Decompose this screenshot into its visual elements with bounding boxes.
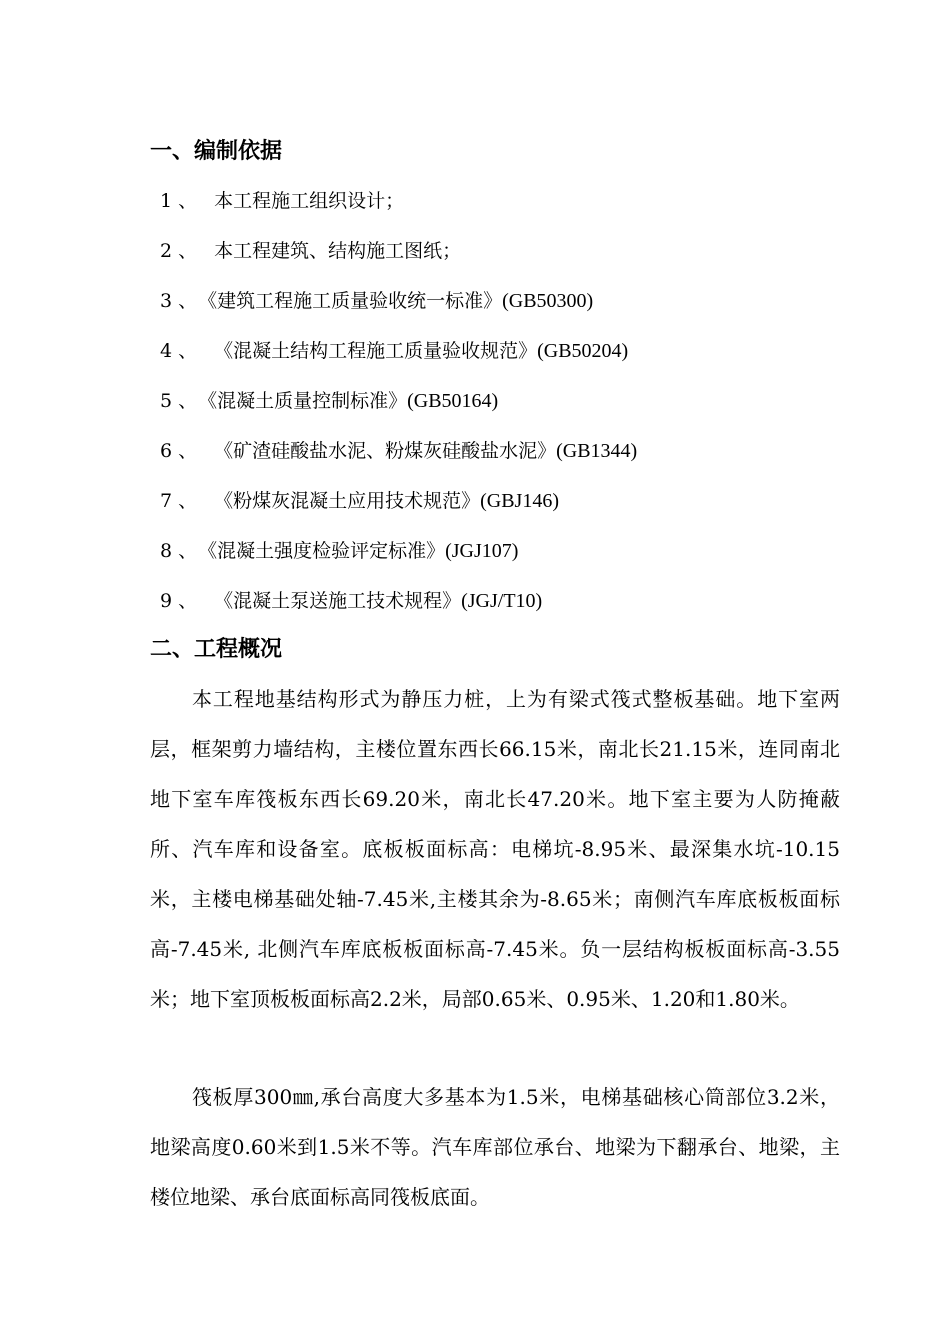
item-separator: 、 (178, 390, 198, 412)
item-code: (JGJ107) (445, 540, 519, 562)
item-text: 《矿渣硅酸盐水泥、粉煤灰硅酸盐水泥》 (214, 440, 557, 462)
item-text: 本工程施工组织设计； (214, 190, 405, 212)
item-text: 本工程建筑、结构施工图纸； (214, 240, 462, 262)
item-number: 2 (160, 240, 173, 262)
item-separator: 、 (178, 590, 198, 612)
item-code: (GB50300) (502, 290, 594, 312)
item-text: 《建筑工程施工质量验收统一标准》 (198, 290, 503, 312)
item-separator: 、 (178, 540, 198, 562)
item-separator: 、 (178, 490, 198, 512)
item-code: (GB1344) (556, 440, 638, 462)
item-text: 《混凝土强度检验评定标准》 (198, 540, 446, 562)
list-item (160, 336, 628, 366)
item-number: 6 (160, 440, 173, 462)
item-number: 1 (160, 190, 173, 212)
item-text: 《粉煤灰混凝土应用技术规范》 (214, 490, 481, 512)
overview-paragraph-1: 本工程地基结构形式为静压力桩，上为有梁式筏式整板基础。地下室两层，框架剪力墙结构，主楼位置东西长66.15米，南北长21.15米，连同南北地下室车库筏板东西长69.20米，南北长47.20米。地下室主要为人防掩蔽所、汽车库和设备室。底板板面标高：电梯坑-8.95米、最深集水坑-10.15米，主楼电梯基础处轴-7.45米,主楼其余为-8.65米；南侧汽车库底板板面标高-7.45米, 北侧汽车库底板板面标高-7.45米。负一层结构板板面标高-3.55米；地下室顶板板面标高2.2米，局部0.65米、0.95米、1.20和1.80米。 (150, 687, 840, 1011)
item-separator: 、 (178, 190, 198, 212)
list-item (160, 186, 404, 216)
item-text: 《混凝土泵送施工技术规程》 (214, 590, 462, 612)
list-item (160, 536, 518, 566)
item-number: 9 (160, 590, 173, 612)
list-item (160, 586, 542, 616)
list-item (160, 486, 559, 516)
item-number: 3 (160, 290, 173, 312)
section-heading-overview: 二、工程概况 (150, 637, 283, 662)
list-item (160, 386, 498, 416)
list-item (160, 286, 593, 316)
item-text: 《混凝土结构工程施工质量验收规范》 (214, 340, 538, 362)
item-separator: 、 (178, 290, 198, 312)
list-item (160, 436, 637, 466)
item-number: 5 (160, 390, 173, 412)
item-number: 7 (160, 490, 173, 512)
item-text: 《混凝土质量控制标准》 (198, 390, 408, 412)
item-code: (GB50204) (537, 340, 629, 362)
item-code: (GB50164) (407, 390, 499, 412)
item-number: 4 (160, 340, 173, 362)
item-code: (JGJ/T10) (461, 590, 543, 612)
item-separator: 、 (178, 340, 198, 362)
overview-paragraph-2: 筏板厚300㎜,承台高度大多基本为1.5米，电梯基础核心筒部位3.2米，地梁高度0.60米到1.5米不等。汽车库部位承台、地梁为下翻承台、地梁，主楼位地梁、承台底面标高同筏板底面。 (150, 1085, 840, 1209)
list-item (160, 236, 461, 266)
section-heading-basis: 一、编制依据 (150, 139, 283, 164)
item-code: (GBJ146) (480, 490, 559, 512)
item-separator: 、 (178, 440, 198, 462)
item-number: 8 (160, 540, 173, 562)
item-separator: 、 (178, 240, 198, 262)
